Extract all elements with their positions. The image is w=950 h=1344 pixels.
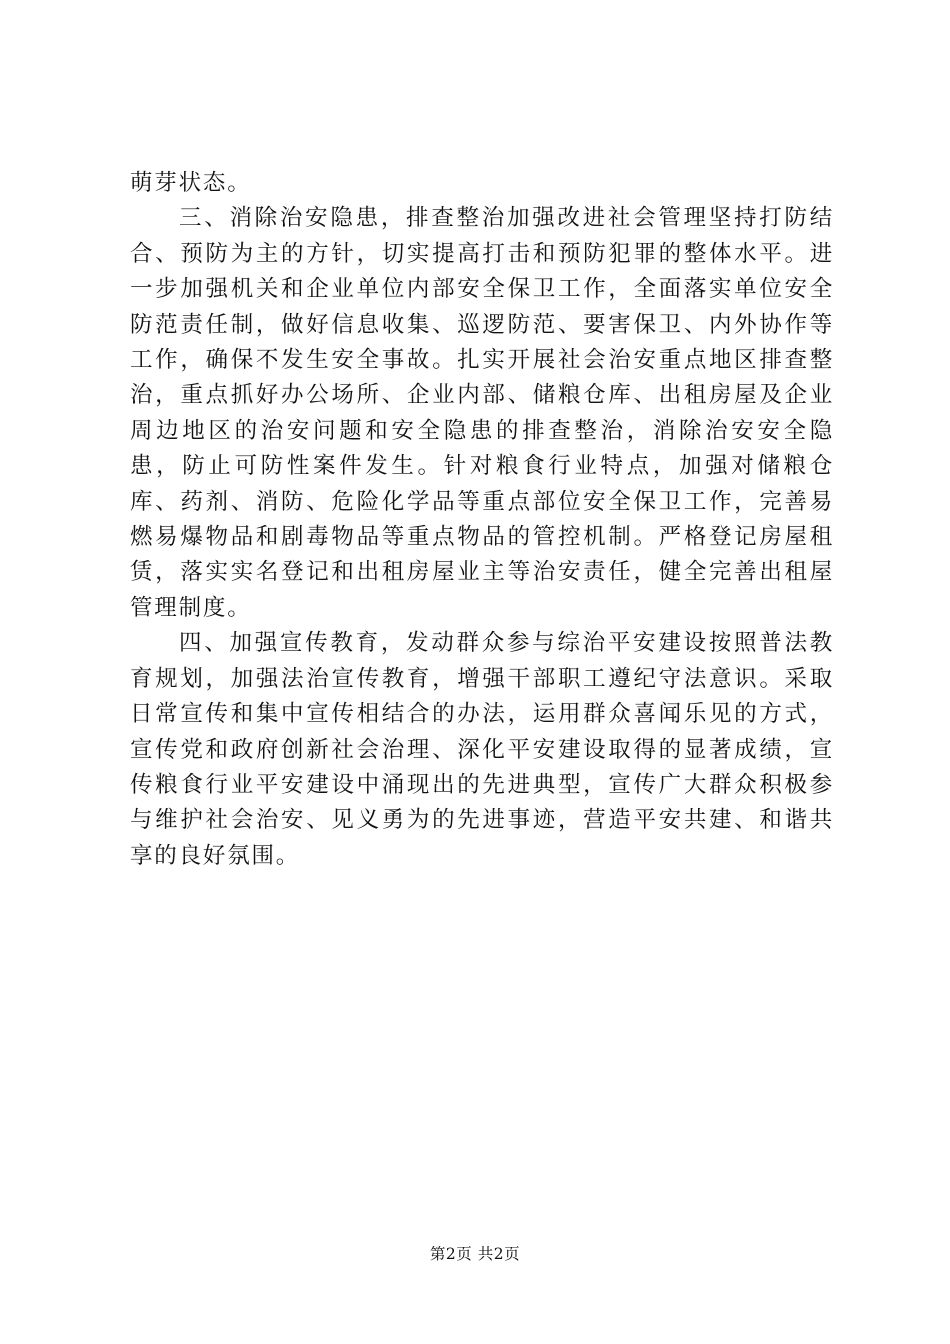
paragraph-continuation: 萌芽状态。 — [130, 170, 252, 196]
page-footer — [0, 1244, 950, 1264]
paragraph-section-three: 三、消除治安隐患，排查整治加强改进社会管理坚持打防结合、预防为主的方针，切实提高打击和预防犯罪的整体水平。进一步加强机关和企业单位内部安全保卫工作，全面落实单位安全防范责任制，做好信息收集、巡逻防范、要害保卫、内外协作等工作，确保不发生安全事故。扎实开展社会治安重点地区排查整治，重点抓好办公场所、企业内部、储粮仓库、出租房屋及企业周边地区的治安问题和安全隐患的排查整治，消除治安安全隐患，防止可防性案件发生。针对粮食行业特点，加强对储粮仓库、药剂、消防、危险化学品等重点部位安全保卫工作，完善易燃易爆物品和剧毒物品等重点物品的管控机制。严格登记房屋租赁，落实实名登记和出租房屋业主等治安责任，健全完善出租屋管理制度。 — [130, 205, 834, 621]
paragraph-section-four: 四、加强宣传教育，发动群众参与综治平安建设按照普法教育规划，加强法治宣传教育，增强干部职工遵纪守法意识。采取日常宣传和集中宣传相结合的办法，运用群众喜闻乐见的方式，宣传党和政府创新社会治理、深化平安建设取得的显著成绩，宣传粮食行业平安建设中涌现出的先进典型，宣传广大群众积极参与维护社会治安、见义勇为的先进事迹，营造平安共建、和谐共享的良好氛围。 — [130, 630, 834, 869]
page-number-label: 第2页 共2页 — [429, 1245, 521, 1263]
document-body — [130, 166, 834, 874]
